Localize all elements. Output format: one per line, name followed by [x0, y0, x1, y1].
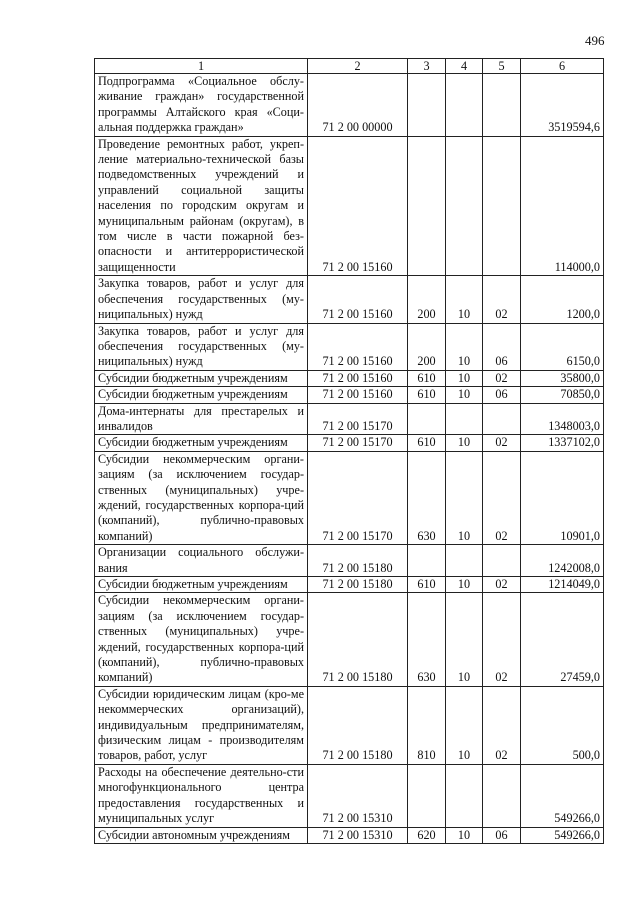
cell-code: 71 2 00 15160 — [308, 370, 408, 386]
cell-c4 — [446, 764, 483, 827]
cell-name: Закупка товаров, работ и услуг для обеспечения государственных (му-ниципальных) нужд — [95, 276, 308, 323]
cell-code: 71 2 00 15180 — [308, 593, 408, 686]
cell-amount: 10901,0 — [521, 451, 604, 544]
cell-c5: 02 — [483, 686, 521, 764]
cell-c5 — [483, 403, 521, 435]
cell-name: Субсидии некоммерческим органи-зациям (за исключением государ-ственных (муниципальных) учре-ждений, государственных корпора-ций (компаний), публично-правовых компаний) — [95, 451, 308, 544]
cell-code: 71 2 00 15310 — [308, 827, 408, 843]
cell-c4: 10 — [446, 686, 483, 764]
cell-c5: 06 — [483, 387, 521, 403]
budget-table — [94, 58, 604, 844]
cell-c3: 200 — [408, 276, 446, 323]
cell-amount: 549266,0 — [521, 827, 604, 843]
cell-amount: 35800,0 — [521, 370, 604, 386]
cell-name: Субсидии бюджетным учреждениям — [95, 577, 308, 593]
cell-amount: 114000,0 — [521, 136, 604, 276]
cell-c3: 610 — [408, 370, 446, 386]
cell-name: Подпрограмма «Социальное обслу-живание граждан» государственной программы Алтайского края «Соци-альная поддержка граждан» — [95, 74, 308, 137]
cell-c5 — [483, 545, 521, 577]
cell-c4: 10 — [446, 276, 483, 323]
cell-c3: 630 — [408, 593, 446, 686]
cell-name: Закупка товаров, работ и услуг для обеспечения государственных (му-ниципальных) нужд — [95, 323, 308, 370]
cell-code: 71 2 00 15170 — [308, 435, 408, 451]
cell-c5 — [483, 136, 521, 276]
table-row — [95, 403, 604, 435]
cell-name: Расходы на обеспечение деятельно-сти многофункционального центра предоставления государственных и муниципальных услуг — [95, 764, 308, 827]
cell-code: 71 2 00 15160 — [308, 323, 408, 370]
table-row — [95, 435, 604, 451]
cell-code: 71 2 00 15180 — [308, 545, 408, 577]
cell-amount: 500,0 — [521, 686, 604, 764]
cell-code: 71 2 00 15180 — [308, 577, 408, 593]
cell-amount: 549266,0 — [521, 764, 604, 827]
cell-amount: 1242008,0 — [521, 545, 604, 577]
cell-c5 — [483, 74, 521, 137]
col-header-6: 6 — [521, 59, 604, 74]
cell-c4: 10 — [446, 451, 483, 544]
col-header-3: 3 — [408, 59, 446, 74]
cell-c5: 02 — [483, 451, 521, 544]
table-row — [95, 577, 604, 593]
cell-c4 — [446, 136, 483, 276]
cell-code: 71 2 00 15180 — [308, 686, 408, 764]
cell-c3: 620 — [408, 827, 446, 843]
cell-amount: 1214049,0 — [521, 577, 604, 593]
cell-amount: 27459,0 — [521, 593, 604, 686]
cell-c4: 10 — [446, 827, 483, 843]
cell-name: Проведение ремонтных работ, укреп-ление материально-технической базы подведомственных учреждений и управлений социальной защиты населения по городским округам и муниципальным районам (округам), в том числе в части пожарной без-опасности и антитеррористической защищенности — [95, 136, 308, 276]
col-header-4: 4 — [446, 59, 483, 74]
cell-c4: 10 — [446, 387, 483, 403]
cell-c3 — [408, 545, 446, 577]
cell-code: 71 2 00 15170 — [308, 403, 408, 435]
cell-amount: 3519594,6 — [521, 74, 604, 137]
cell-c3: 810 — [408, 686, 446, 764]
table-row — [95, 370, 604, 386]
table-row — [95, 276, 604, 323]
cell-c4 — [446, 74, 483, 137]
cell-name: Субсидии некоммерческим органи-зациям (за исключением государ-ственных (муниципальных) учре-ждений, государственных корпора-ций (компаний), публично-правовых компаний) — [95, 593, 308, 686]
cell-c5: 02 — [483, 593, 521, 686]
cell-c3: 200 — [408, 323, 446, 370]
cell-name: Субсидии юридическим лицам (кро-ме некоммерческих организаций), индивидуальным предпринимателям, физическим лицам - производителям товаров, работ, услуг — [95, 686, 308, 764]
cell-c5: 02 — [483, 370, 521, 386]
cell-amount: 1337102,0 — [521, 435, 604, 451]
cell-c5 — [483, 764, 521, 827]
cell-c3: 610 — [408, 577, 446, 593]
cell-amount: 1200,0 — [521, 276, 604, 323]
cell-code: 71 2 00 15170 — [308, 451, 408, 544]
cell-amount: 6150,0 — [521, 323, 604, 370]
table-row — [95, 323, 604, 370]
cell-amount: 70850,0 — [521, 387, 604, 403]
cell-code: 71 2 00 15160 — [308, 136, 408, 276]
cell-name: Организации социального обслужи-вания — [95, 545, 308, 577]
cell-name: Субсидии бюджетным учреждениям — [95, 387, 308, 403]
cell-c3: 610 — [408, 435, 446, 451]
cell-c4: 10 — [446, 370, 483, 386]
cell-name: Субсидии бюджетным учреждениям — [95, 370, 308, 386]
cell-name: Дома-интернаты для престарелых и инвалидов — [95, 403, 308, 435]
cell-c5: 02 — [483, 577, 521, 593]
cell-code: 71 2 00 15160 — [308, 387, 408, 403]
cell-c3: 610 — [408, 387, 446, 403]
table-row — [95, 593, 604, 686]
cell-c4 — [446, 545, 483, 577]
header-row — [95, 59, 604, 74]
cell-code: 71 2 00 15310 — [308, 764, 408, 827]
col-header-5: 5 — [483, 59, 521, 74]
page-number: 496 — [585, 33, 605, 48]
col-header-1: 1 — [95, 59, 308, 74]
cell-amount: 1348003,0 — [521, 403, 604, 435]
cell-c3 — [408, 403, 446, 435]
col-header-2: 2 — [308, 59, 408, 74]
table-row — [95, 764, 604, 827]
cell-c3: 630 — [408, 451, 446, 544]
cell-code: 71 2 00 15160 — [308, 276, 408, 323]
cell-name: Субсидии автономным учреждениям — [95, 827, 308, 843]
cell-c4: 10 — [446, 435, 483, 451]
cell-c5: 06 — [483, 827, 521, 843]
table-row — [95, 686, 604, 764]
cell-c4 — [446, 403, 483, 435]
cell-c3 — [408, 74, 446, 137]
table-row — [95, 451, 604, 544]
table-row — [95, 827, 604, 843]
cell-name: Субсидии бюджетным учреждениям — [95, 435, 308, 451]
cell-c5: 02 — [483, 276, 521, 323]
cell-c3 — [408, 764, 446, 827]
cell-c4: 10 — [446, 593, 483, 686]
cell-c5: 02 — [483, 435, 521, 451]
table-row — [95, 136, 604, 276]
cell-code: 71 2 00 00000 — [308, 74, 408, 137]
cell-c4: 10 — [446, 577, 483, 593]
cell-c5: 06 — [483, 323, 521, 370]
cell-c3 — [408, 136, 446, 276]
table-row — [95, 74, 604, 137]
table-row — [95, 387, 604, 403]
table-row — [95, 545, 604, 577]
cell-c4: 10 — [446, 323, 483, 370]
